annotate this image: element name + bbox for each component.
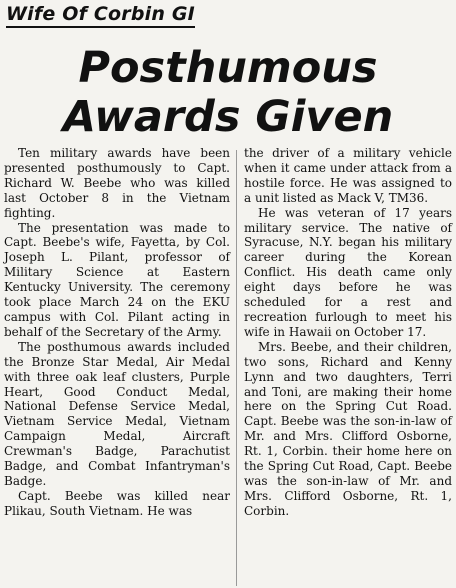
paragraph: Ten military awards have been presented posthumously to Capt. Richard W. Beebe who was killed last October 8 in the Vietnam fighting. bbox=[4, 146, 230, 220]
headline-line-2: Awards Given bbox=[62, 92, 394, 142]
paragraph: Capt. Beebe was killed near Plikau, South Vietnam. He was bbox=[4, 488, 230, 518]
column-divider bbox=[236, 150, 237, 586]
paragraph: the driver of a military vehicle when it came under attack from a hostile force. He was assigned to a unit listed as Mack V, TM36. bbox=[244, 146, 452, 205]
paragraph: The posthumous awards included the Bronze Star Medal, Air Medal with three oak leaf clusters, Purple Heart, Good Conduct Medal, National Defense Service Medal, Vietnam Service Medal, Vietnam Campaign Medal, Aircraft Crewman's Badge, Parachutist Badge, and Combat Infantryman's Badge. bbox=[4, 339, 230, 488]
kicker-heading: Wife Of Corbin GI bbox=[6, 2, 195, 28]
paragraph: He was veteran of 17 years military service. The native of Syracuse, N.Y. began his military career during the Korean Conflict. His death came only eight days before he was scheduled for a rest and recreation furlough to meet his wife in Hawaii on October 17. bbox=[244, 205, 452, 339]
article-column-right bbox=[244, 146, 452, 519]
paragraph: Mrs. Beebe, and their children, two sons, Richard and Kenny Lynn and two daughters, Terri and Toni, are making their home here on the Spring Cut Road. Capt. Beebe was the son-in-law of Mr. and Mrs. Clifford Osborne, Rt. 1, Corbin. their home here on the Spring Cut Road, Capt. Beebe was the son-in-law of Mr. and Mrs. Clifford Osborne, Rt. 1, Corbin. bbox=[244, 339, 452, 518]
headline-line-1: Posthumous bbox=[78, 43, 378, 93]
paragraph: The presentation was made to Capt. Beebe's wife, Fayetta, by Col. Joseph L. Pilant, professor of Military Science at Eastern Kentucky University. The ceremony took place March 24 on the EKU campus with Col. Pilant acting in behalf of the Secretary of the Army. bbox=[4, 220, 230, 339]
article-column-left bbox=[4, 146, 230, 519]
